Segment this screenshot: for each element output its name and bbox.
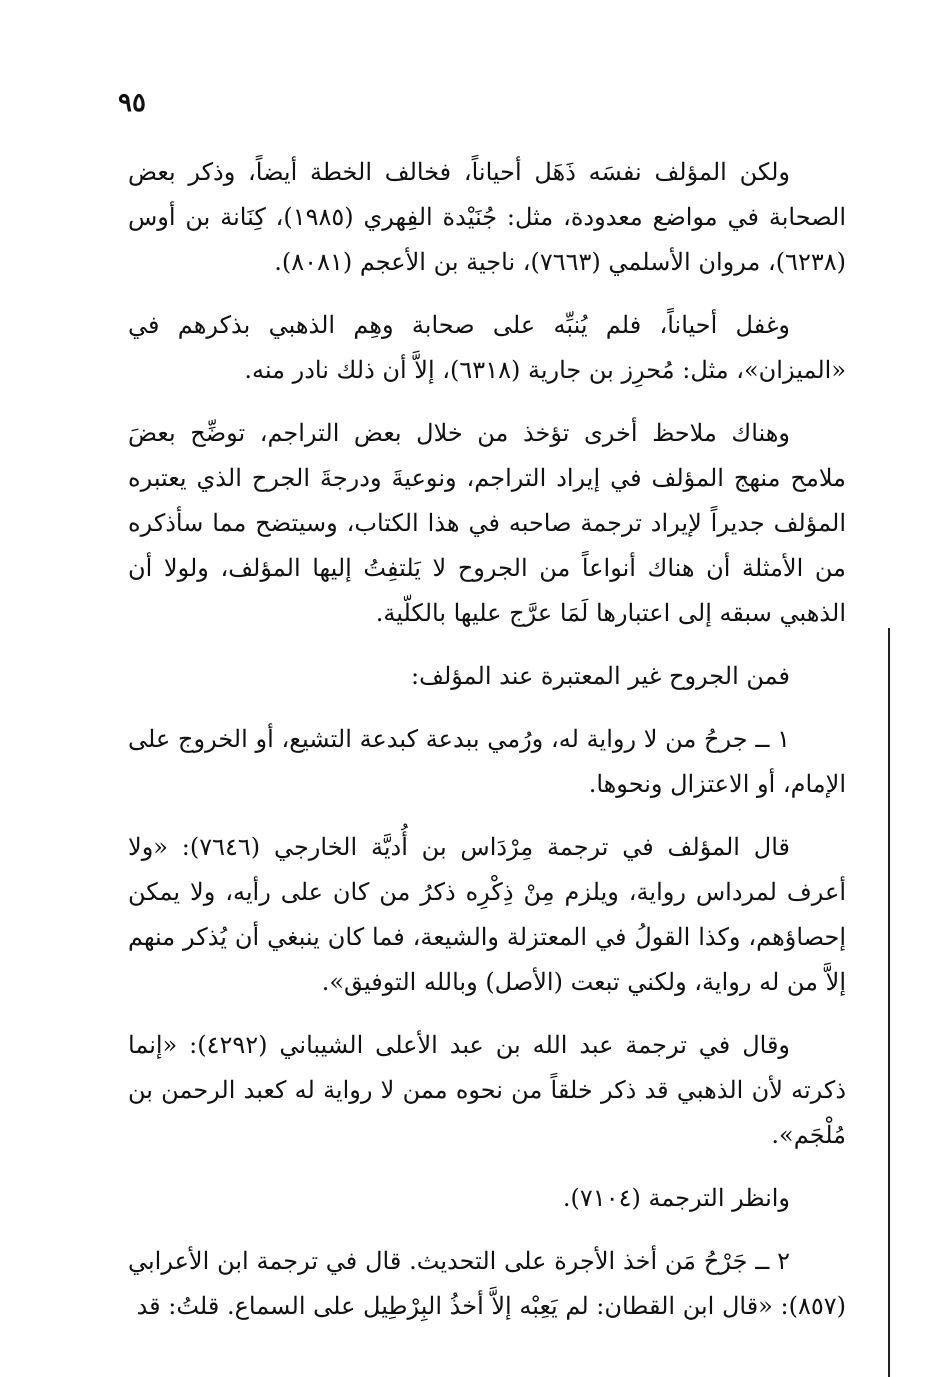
page-number: ٩٥ — [118, 88, 146, 118]
paragraph-8: وانظر الترجمة (٧١٠٤). — [562, 1184, 790, 1212]
paragraph-2: وغفل أحياناً، فلم يُنبِّه على صحابة وهِم الذهبي بذكرهم في «الميزان»، مثل: مُحرِز بن جارية (٦٣١٨)، إلاَّ أن ذلك نادر منه. — [128, 311, 846, 384]
paragraph-3: وهناك ملاحظ أخرى تؤخذ من خلال بعض التراجم، توضِّح بعضَ ملامح منهج المؤلف في إيراد التراجم، ونوعيةَ ودرجةَ الجرح الذي يعتبره المؤلف جديراً لإيراد ترجمة صاحبه في هذا الكتاب، وسيتضح مما سأذكره من الأمثلة أن هناك أنواعاً من الجروح لا يَلتفِتُ إليها المؤلف، ولولا أن الذهبي سبقه إلى اعتبارها لَمَا عرَّج عليها بالكلّية. — [128, 419, 846, 627]
page-body — [128, 150, 846, 1347]
paragraph-1: ولكن المؤلف نفسَه ذَهَل أحياناً، فخالف الخطة أيضاً، وذكر بعض الصحابة في مواضع معدودة، مثل: جُنَيْدة الفِهري (١٩٨٥)، كِنَانة بن أوس (٦٢٣٨)، مروان الأسلمي (٧٦٦٣)، ناجية بن الأعجم (٨٠٨١). — [128, 158, 846, 276]
paragraph-7: وقال في ترجمة عبد الله بن عبد الأعلى الشيباني (٤٢٩٢): «إنما ذكرته لأن الذهبي قد ذكر خلقاً من نحوه ممن لا رواية له كعبد الرحمن بن مُلْجَم». — [128, 1031, 846, 1149]
paragraph-4: فمن الجروح غير المعتبرة عند المؤلف: — [411, 662, 790, 690]
paragraph-9: ٢ ــ جَرْحُ مَن أخذ الأجرة على التحديث. قال في ترجمة ابن الأعرابي (٨٥٧): «قال ابن القطان: لم يَعِبْه إلاَّ أخذُ البِرْطِيل على السماع. قلتُ: قد — [128, 1247, 846, 1320]
paragraph-5: ١ ــ جرحُ من لا رواية له، ورُمي ببدعة كبدعة التشيع، أو الخروج على الإمام، أو الاعتزال ونحوها. — [128, 725, 846, 798]
paragraph-6: قال المؤلف في ترجمة مِرْدَاس بن أُديَّة الخارجي (٧٦٤٦): «ولا أعرف لمرداس رواية، ويلزم مِنْ ذِكْرِه ذكرُ من كان على رأيه، ولا يمكن إحصاؤهم، وكذا القولُ في المعتزلة والشيعة، فما كان ينبغي أن يُذكر منهم إلاَّ من له رواية، ولكني تبعت (الأصل) وبالله التوفيق». — [128, 833, 846, 996]
page-edge-line — [888, 628, 890, 1377]
